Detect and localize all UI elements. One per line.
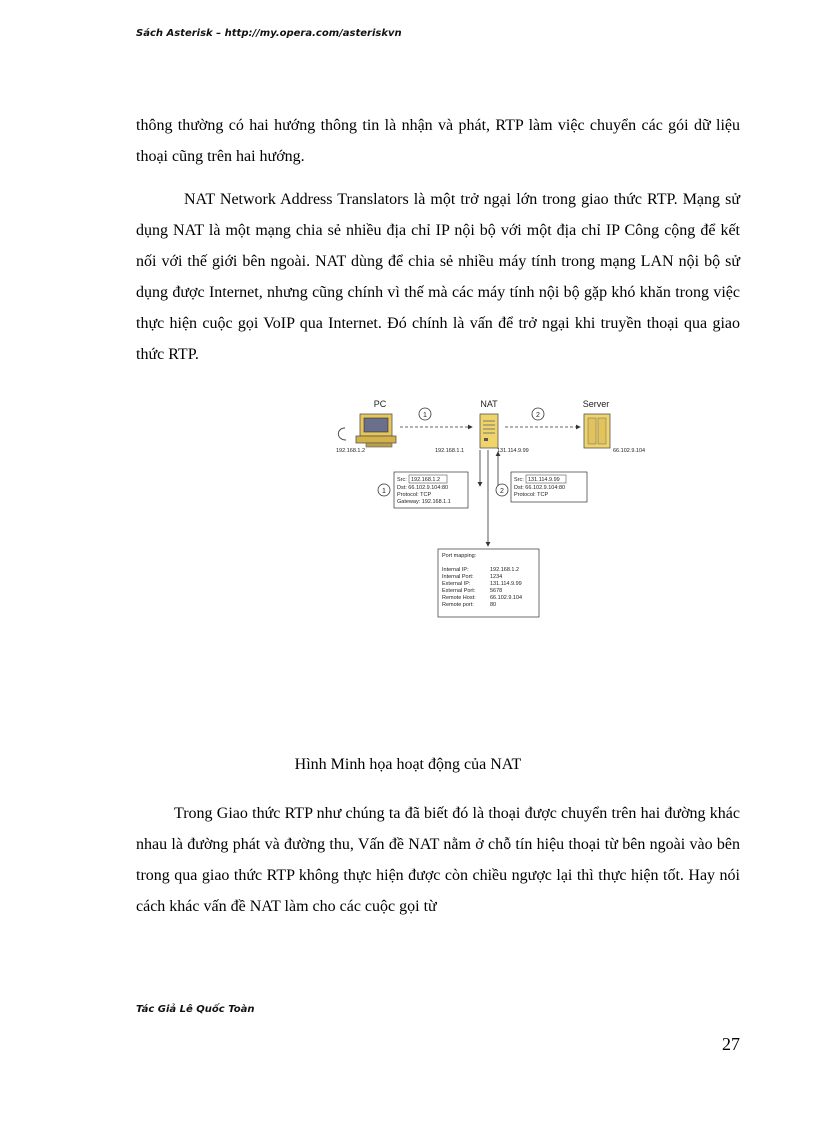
packet-2-step-number: 2: [500, 488, 504, 495]
packet-1-gateway: Gateway: 192.168.1.1: [397, 499, 451, 505]
step-2-number: 2: [536, 412, 540, 419]
figure-caption: Hình Minh họa hoạt động của NAT: [294, 756, 522, 773]
port-mapping-value: 1234: [490, 574, 503, 580]
packet-2-src-value: 131.114.9.99: [528, 477, 560, 483]
nat-router-icon: [480, 414, 498, 448]
port-mapping-value: 5678: [490, 588, 503, 594]
page-number: 27: [722, 1034, 740, 1054]
port-mapping-value: 80: [490, 602, 497, 608]
port-mapping-value: 131.114.9.99: [490, 581, 522, 587]
port-mapping-label: External Port:: [442, 588, 476, 594]
packet-2-src-label: Src:: [514, 477, 524, 483]
paragraph-1: thông thường có hai hướng thông tin là nhận và phát, RTP làm việc chuyển các gói dữ liệu thoại cũng trên hai hướng.: [136, 117, 740, 165]
packet-1-step-number: 1: [382, 488, 386, 495]
server-ip: 66.102.9.104: [613, 448, 646, 454]
nat-label: NAT: [480, 399, 498, 409]
nat-diagram-svg: [330, 394, 670, 622]
nat-lan-ip: 192.168.1.1: [435, 448, 465, 454]
packet-2-protocol: Protocol: TCP: [514, 492, 549, 498]
nat-diagram: [330, 394, 670, 622]
server-label: Server: [582, 399, 610, 409]
pc-computer-icon: [338, 414, 396, 447]
port-mapping-label: Internal IP:: [442, 567, 469, 573]
port-mapping-label: Remote port:: [442, 602, 474, 608]
packet-1-protocol: Protocol: TCP: [397, 492, 432, 498]
server-icon: [584, 414, 610, 448]
port-mapping-value: 192.168.1.2: [490, 567, 520, 573]
port-mapping-value: 66.102.9.104: [490, 595, 523, 601]
port-mapping-title: Port mapping:: [442, 553, 477, 559]
paragraph-2: NAT Network Address Translators là một trở ngại lớn trong giao thức RTP. Mạng sử dụng NAT là một mạng chia sẻ nhiều địa chỉ IP nội bộ với một địa chỉ IP Công cộng để kết nối với thế giới bên ngoài. NAT dùng để chia sẻ nhiều máy tính trong mạng LAN nội bộ sử dụng được Internet, nhưng cũng chính vì thế mà các máy tính nội bộ gặp khó khăn trong việc thực hiện cuộc gọi VoIP qua Internet. Đó chính là vấn để trở ngại khi truyền thoại qua giao thức RTP.: [136, 191, 740, 363]
nat-wan-ip: 131.114.9.99: [497, 448, 529, 454]
pc-ip: 192.168.1.2: [336, 448, 366, 454]
paragraph-3: Trong Giao thức RTP như chúng ta đã biết đó là thoại được chuyển trên hai đường khác nhau là đường phát và đường thu, Vấn đề NAT nằm ở chỗ tín hiệu thoại từ bên ngoài vào bên trong qua giao thức RTP không thực hiện được còn chiều ngược lại thì thực hiện tốt. Hay nói cách khác vấn đề NAT làm cho các cuộc gọi từ: [136, 805, 740, 915]
port-mapping-label: Internal Port:: [442, 574, 474, 580]
footer-author: Tác Giả Lê Quốc Toàn: [136, 1004, 255, 1015]
packet-1-src-label: Src:: [397, 477, 407, 483]
port-mapping-label: Remote Host:: [442, 595, 476, 601]
packet-1-dst: Dst: 66.102.9.104:80: [397, 485, 449, 491]
packet-1-src-value: 192.168.1.2: [411, 477, 441, 483]
pc-label: PC: [373, 399, 387, 409]
running-header: Sách Asterisk – http://my.opera.com/asteriskvn: [136, 28, 402, 39]
step-1-number: 1: [423, 412, 427, 419]
packet-2-dst: Dst: 66.102.9.104:80: [514, 485, 566, 491]
port-mapping-label: External IP:: [442, 581, 471, 587]
